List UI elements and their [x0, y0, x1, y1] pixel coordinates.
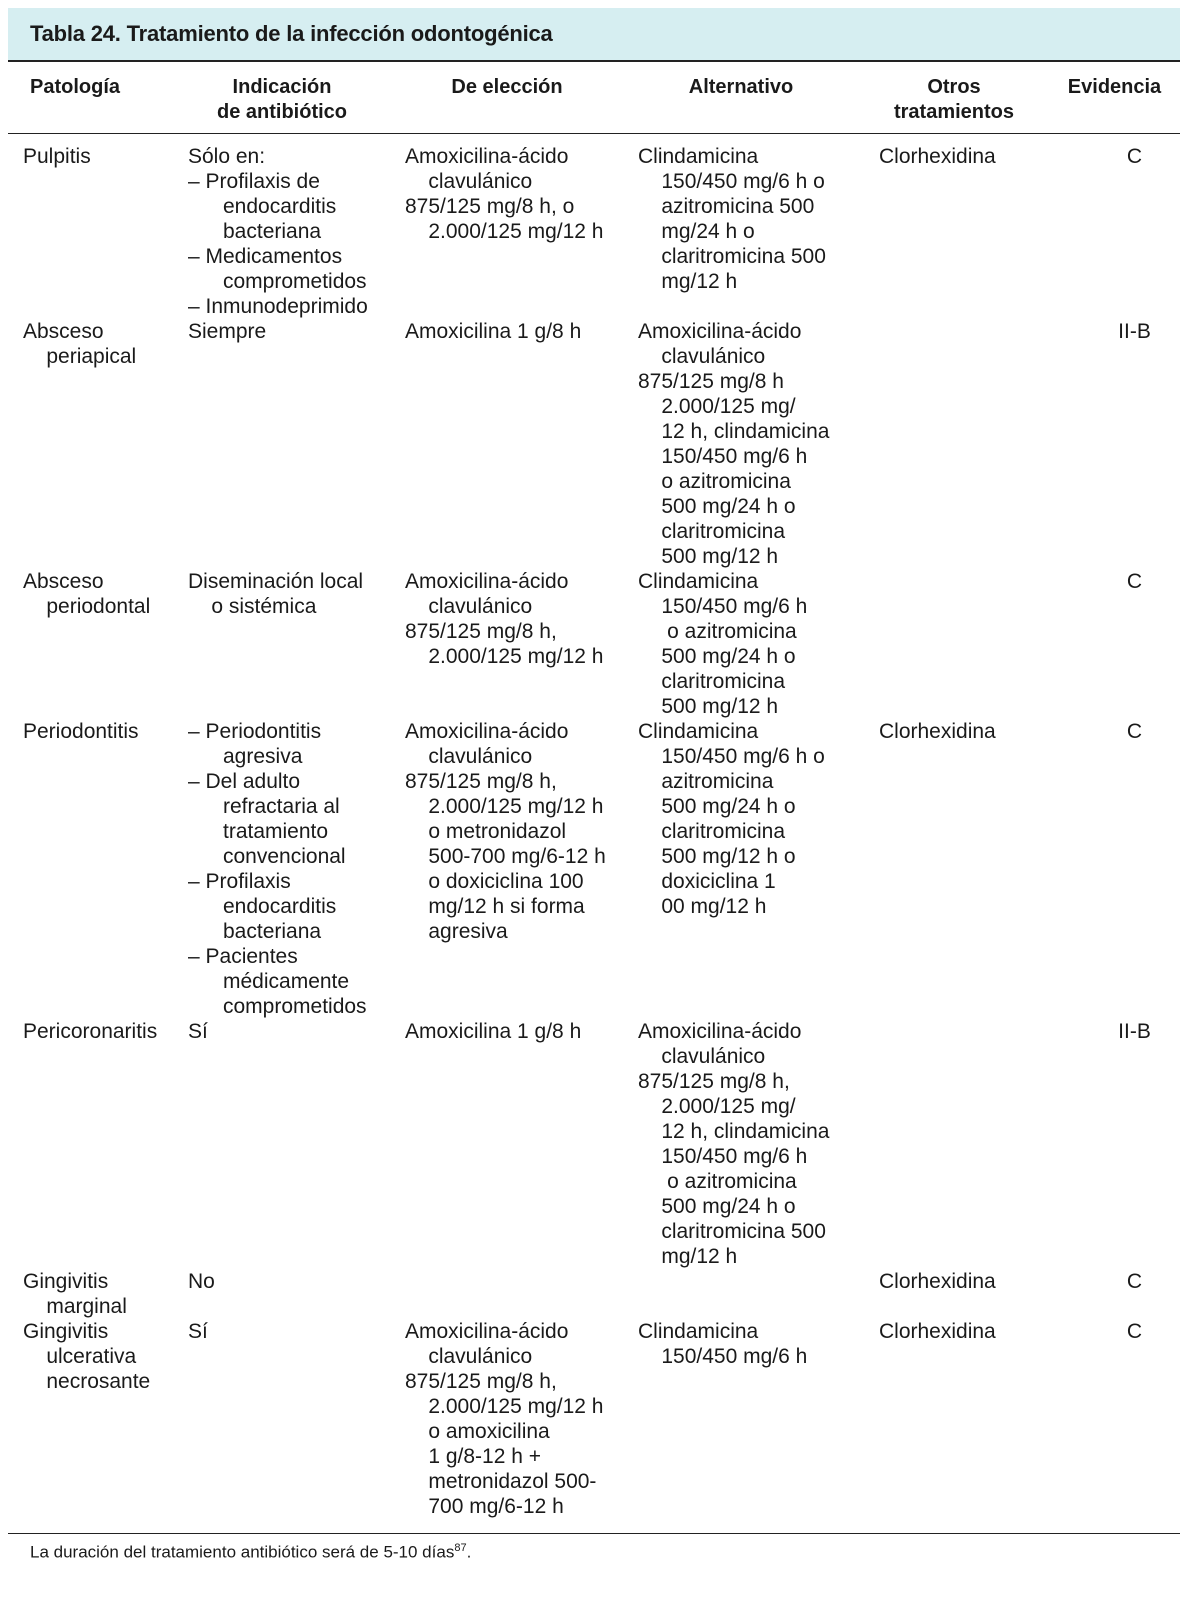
cell-otros: [859, 719, 1049, 1019]
cell-line: C: [1126, 720, 1143, 743]
cell-line: – Inmunodeprimido: [188, 295, 368, 318]
cell-line: 12 h, clindamicina: [638, 1120, 830, 1143]
cell-line: o metronidazol: [405, 820, 567, 843]
cell-line: claritromicina: [638, 820, 786, 843]
cell-otros: [859, 144, 1049, 319]
cell-alternativo: [623, 719, 859, 1019]
cell-line: doxiciclina 1: [638, 870, 776, 893]
table-row: [8, 1019, 1180, 1269]
cell-line: Gingivitis: [23, 1320, 109, 1343]
header-evidencia: [1049, 62, 1180, 133]
cell-line: Sí: [188, 1320, 208, 1343]
cell-line: No: [188, 1270, 215, 1293]
treatment-table: [8, 8, 1180, 1563]
cell-patologia: [8, 719, 173, 1019]
cell-line: Clorhexidina: [879, 720, 996, 743]
cell-line: II-B: [1118, 1020, 1151, 1043]
cell-line: clavulánico: [638, 1045, 766, 1068]
cell-line: médicamente: [188, 970, 350, 993]
cell-line: tratamiento: [188, 820, 329, 843]
cell-eleccion: [391, 1019, 623, 1269]
cell-line: 500 mg/24 h o: [638, 495, 796, 518]
cell-line: 150/450 mg/6 h o: [638, 745, 825, 768]
cell-otros: [859, 319, 1049, 569]
cell-line: o amoxicilina: [405, 1420, 550, 1443]
cell-line: 875/125 mg/8 h,: [405, 1370, 557, 1393]
header-line: tratamientos: [893, 101, 1015, 123]
cell-line: Clindamicina: [638, 145, 759, 168]
cell-line: claritromicina 500: [638, 245, 826, 268]
cell-line: claritromicina: [638, 670, 786, 693]
table-header: [8, 62, 1180, 133]
cell-line: 2.000/125 mg/12 h: [405, 220, 604, 243]
table-row: [8, 144, 1180, 319]
cell-line: marginal: [23, 1295, 127, 1318]
cell-line: Clindamicina: [638, 1320, 759, 1343]
cell-indicacion: [173, 144, 391, 319]
cell-line: [879, 1019, 1049, 1044]
cell-line: II-B: [1118, 320, 1151, 343]
cell-line: 150/450 mg/6 h: [638, 1145, 808, 1168]
table-footnote: [8, 1534, 1180, 1563]
cell-line: 150/450 mg/6 h: [638, 445, 808, 468]
cell-line: periapical: [23, 345, 137, 368]
cell-line: agresiva: [188, 745, 303, 768]
cell-line: clavulánico: [405, 595, 533, 618]
cell-line: o azitromicina: [638, 470, 791, 493]
cell-line: 500 mg/12 h o: [638, 845, 796, 868]
cell-line: Sí: [188, 1020, 208, 1043]
table-row: [8, 719, 1180, 1019]
cell-line: 875/125 mg/8 h, o: [405, 195, 575, 218]
cell-line: 150/450 mg/6 h: [638, 1345, 808, 1368]
cell-eleccion: [391, 719, 623, 1019]
cell-line: Pericoronaritis: [23, 1020, 158, 1043]
cell-line: azitromicina 500: [638, 195, 815, 218]
cell-line: Absceso: [23, 570, 104, 593]
cell-line: 2.000/125 mg/: [638, 1095, 796, 1118]
cell-line: [879, 319, 1049, 344]
table-body: [8, 134, 1180, 1519]
cell-evidencia: [1049, 144, 1180, 319]
table-title: Tabla 24. Tratamiento de la infección odontogénica: [8, 8, 1180, 60]
cell-line: C: [1126, 570, 1143, 593]
cell-line: Sólo en:: [188, 145, 266, 168]
cell-line: 12 h, clindamicina: [638, 420, 830, 443]
cell-alternativo: [623, 319, 859, 569]
cell-line: comprometidos: [188, 995, 367, 1018]
table-row: [8, 569, 1180, 719]
cell-alternativo: [623, 1019, 859, 1269]
cell-patologia: [8, 144, 173, 319]
cell-line: – Del adulto: [188, 770, 301, 793]
cell-line: bacteriana: [188, 220, 322, 243]
cell-patologia: [8, 319, 173, 569]
cell-evidencia: [1049, 1319, 1180, 1519]
cell-line: Gingivitis: [23, 1270, 109, 1293]
cell-indicacion: [173, 1319, 391, 1519]
cell-line: refractaria al: [188, 795, 340, 818]
cell-line: 875/125 mg/8 h,: [638, 1070, 790, 1093]
cell-line: 875/125 mg/8 h: [638, 370, 784, 393]
cell-line: clavulánico: [405, 745, 533, 768]
cell-alternativo: [623, 1269, 859, 1319]
header-line: Evidencia: [1067, 76, 1162, 98]
cell-evidencia: [1049, 1019, 1180, 1269]
cell-line: azitromicina: [638, 770, 774, 793]
cell-line: 500 mg/24 h o: [638, 795, 796, 818]
cell-line: bacteriana: [188, 920, 322, 943]
cell-line: Amoxicilina-ácido: [405, 1320, 569, 1343]
cell-line: 2.000/125 mg/12 h: [405, 645, 604, 668]
cell-line: mg/24 h o: [638, 220, 755, 243]
cell-patologia: [8, 1269, 173, 1319]
cell-line: Diseminación local: [188, 570, 364, 593]
cell-line: Periodontitis: [23, 720, 139, 743]
cell-eleccion: [391, 319, 623, 569]
cell-alternativo: [623, 144, 859, 319]
cell-indicacion: [173, 1019, 391, 1269]
cell-indicacion: [173, 569, 391, 719]
cell-line: Clindamicina: [638, 570, 759, 593]
header-eleccion: [391, 62, 623, 133]
footnote-reference: 87: [454, 1542, 467, 1554]
cell-line: Amoxicilina-ácido: [638, 320, 802, 343]
cell-line: endocarditis: [188, 195, 337, 218]
cell-line: 2.000/125 mg/12 h: [405, 795, 604, 818]
cell-line: – Profilaxis de: [188, 170, 320, 193]
cell-line: Amoxicilina 1 g/8 h: [405, 320, 582, 343]
cell-eleccion: [391, 1269, 623, 1319]
cell-line: 2.000/125 mg/: [638, 395, 796, 418]
cell-line: o azitromicina: [638, 620, 797, 643]
cell-line: Clorhexidina: [879, 145, 996, 168]
cell-line: metronidazol 500-: [405, 1470, 597, 1493]
cell-eleccion: [391, 1319, 623, 1519]
cell-patologia: [8, 569, 173, 719]
cell-line: clavulánico: [405, 170, 533, 193]
cell-line: Amoxicilina-ácido: [405, 570, 569, 593]
cell-line: 500 mg/24 h o: [638, 1195, 796, 1218]
cell-line: [638, 1269, 859, 1294]
cell-line: 700 mg/6-12 h: [405, 1495, 564, 1518]
cell-evidencia: [1049, 719, 1180, 1019]
cell-line: o azitromicina: [638, 1170, 797, 1193]
cell-evidencia: [1049, 1269, 1180, 1319]
cell-otros: [859, 1319, 1049, 1519]
header-line: Indicación: [232, 76, 332, 98]
cell-line: Amoxicilina-ácido: [405, 145, 569, 168]
cell-line: 1 g/8-12 h +: [405, 1445, 542, 1468]
cell-line: C: [1126, 145, 1143, 168]
cell-line: Clorhexidina: [879, 1320, 996, 1343]
table-row: [8, 1269, 1180, 1319]
cell-line: o sistémica: [188, 595, 317, 618]
cell-line: Amoxicilina 1 g/8 h: [405, 1020, 582, 1043]
cell-line: claritromicina 500: [638, 1220, 826, 1243]
cell-otros: [859, 569, 1049, 719]
header-line: Alternativo: [688, 76, 794, 98]
cell-line: necrosante: [23, 1370, 151, 1393]
cell-alternativo: [623, 1319, 859, 1519]
cell-indicacion: [173, 319, 391, 569]
cell-line: C: [1126, 1320, 1143, 1343]
cell-line: Amoxicilina-ácido: [638, 1020, 802, 1043]
cell-line: comprometidos: [188, 270, 367, 293]
cell-line: 150/450 mg/6 h: [638, 595, 808, 618]
cell-line: claritromicina: [638, 520, 786, 543]
cell-line: 500 mg/24 h o: [638, 645, 796, 668]
cell-line: clavulánico: [405, 1345, 533, 1368]
cell-line: mg/12 h si forma: [405, 895, 585, 918]
cell-otros: [859, 1269, 1049, 1319]
cell-line: 00 mg/12 h: [638, 895, 767, 918]
cell-otros: [859, 1019, 1049, 1269]
header-indicacion: [173, 62, 391, 133]
header-patologia: [8, 62, 173, 133]
cell-line: mg/12 h: [638, 270, 738, 293]
cell-line: 875/125 mg/8 h,: [405, 770, 557, 793]
cell-eleccion: [391, 569, 623, 719]
footnote-end: .: [466, 1542, 472, 1562]
cell-line: [879, 569, 1049, 594]
cell-line: Amoxicilina-ácido: [405, 720, 569, 743]
header-otros: [859, 62, 1049, 133]
cell-patologia: [8, 1019, 173, 1269]
cell-eleccion: [391, 144, 623, 319]
header-line: De elección: [451, 76, 563, 98]
cell-line: Clorhexidina: [879, 1270, 996, 1293]
cell-line: – Profilaxis: [188, 870, 291, 893]
cell-line: – Periodontitis: [188, 720, 322, 743]
cell-line: o doxiciclina 100: [405, 870, 584, 893]
cell-indicacion: [173, 719, 391, 1019]
cell-line: Clindamicina: [638, 720, 759, 743]
header-line: Patología: [30, 76, 121, 98]
header-alternativo: [623, 62, 859, 133]
cell-evidencia: [1049, 319, 1180, 569]
cell-line: mg/12 h: [638, 1245, 738, 1268]
cell-alternativo: [623, 569, 859, 719]
cell-line: [405, 1269, 623, 1294]
cell-line: – Pacientes: [188, 945, 298, 968]
table-row: [8, 1319, 1180, 1519]
header-line: Otros: [927, 76, 981, 98]
cell-line: C: [1126, 1270, 1143, 1293]
footnote-text: La duración del tratamiento antibiótico será de 5-10 días: [30, 1542, 455, 1562]
cell-line: endocarditis: [188, 895, 337, 918]
cell-line: Absceso: [23, 320, 104, 343]
cell-line: periodontal: [23, 595, 151, 618]
cell-line: – Medicamentos: [188, 245, 343, 268]
cell-line: 500-700 mg/6-12 h: [405, 845, 606, 868]
cell-line: 500 mg/12 h: [638, 545, 779, 568]
cell-line: clavulánico: [638, 345, 766, 368]
cell-line: ulcerativa: [23, 1345, 137, 1368]
cell-evidencia: [1049, 569, 1180, 719]
cell-line: 2.000/125 mg/12 h: [405, 1395, 604, 1418]
cell-indicacion: [173, 1269, 391, 1319]
cell-line: convencional: [188, 845, 346, 868]
cell-line: agresiva: [405, 920, 508, 943]
table-row: [8, 319, 1180, 569]
header-line: de antibiótico: [217, 101, 347, 123]
cell-line: 875/125 mg/8 h,: [405, 620, 557, 643]
cell-line: Pulpitis: [23, 145, 91, 168]
cell-line: Siempre: [188, 320, 267, 343]
cell-patologia: [8, 1319, 173, 1519]
cell-line: 500 mg/12 h: [638, 695, 779, 718]
cell-line: 150/450 mg/6 h o: [638, 170, 825, 193]
